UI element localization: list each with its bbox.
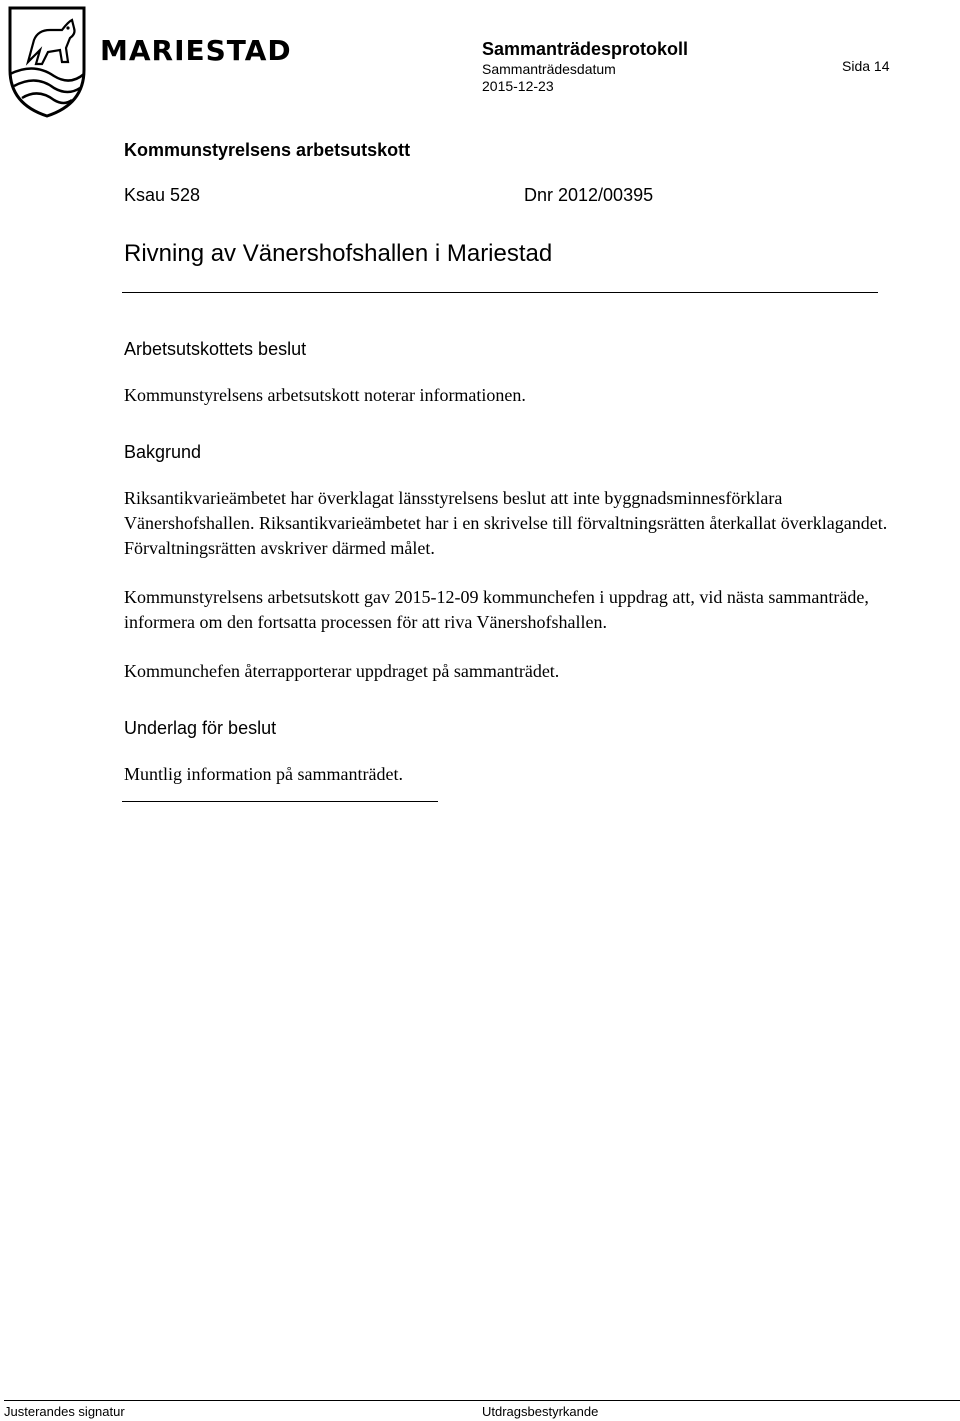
page-number: Sida 14 (842, 58, 890, 74)
basis-heading: Underlag för beslut (124, 718, 277, 738)
meeting-date-label: Sammanträdesdatum (482, 61, 616, 77)
background-heading: Bakgrund (124, 442, 202, 462)
document-type: Sammanträdesprotokoll (482, 39, 689, 59)
municipality-logo-text: MARIESTAD (100, 34, 292, 67)
municipal-crest-icon (4, 4, 90, 120)
diary-number: Dnr 2012/00395 (524, 185, 654, 205)
decision-heading: Arbetsutskottets beslut (124, 339, 307, 359)
basis-text: Muntlig information på sammanträdet. (124, 764, 403, 784)
background-paragraph: Kommunchefen återrapporterar uppdraget på sammanträdet. (124, 661, 560, 681)
background-paragraph: Riksantikvarieämbetet har överklagat länsstyrelsens beslut att inte byggnadsminnesförklara Vänershofshallen. Riksantikvarieämbetet har i en skrivelse till förvaltningsrätten återkallat överklagandet. Förvaltningsrätten avskriver därmed målet. (124, 488, 888, 558)
meeting-date-value: 2015-12-23 (482, 78, 554, 94)
decision-text: Kommunstyrelsens arbetsutskott noterar informationen. (124, 385, 526, 405)
title-divider (122, 292, 878, 293)
extract-certification-label: Utdragsbestyrkande (482, 1404, 599, 1419)
footer-divider (4, 1400, 960, 1401)
background-paragraph: Kommunstyrelsens arbetsutskott gav 2015-12-09 kommunchefen i uppdrag att, vid nästa sammanträde, informera om den fortsatta processen för att riva Vänershofshallen. (124, 587, 869, 632)
section-end-divider (122, 801, 438, 802)
page-title: Rivning av Vänershofshallen i Mariestad (124, 240, 553, 267)
case-number: Ksau 528 (124, 185, 201, 205)
adjuster-signature-label: Justerandes signatur (4, 1404, 125, 1419)
committee-name: Kommunstyrelsens arbetsutskott (124, 140, 411, 160)
